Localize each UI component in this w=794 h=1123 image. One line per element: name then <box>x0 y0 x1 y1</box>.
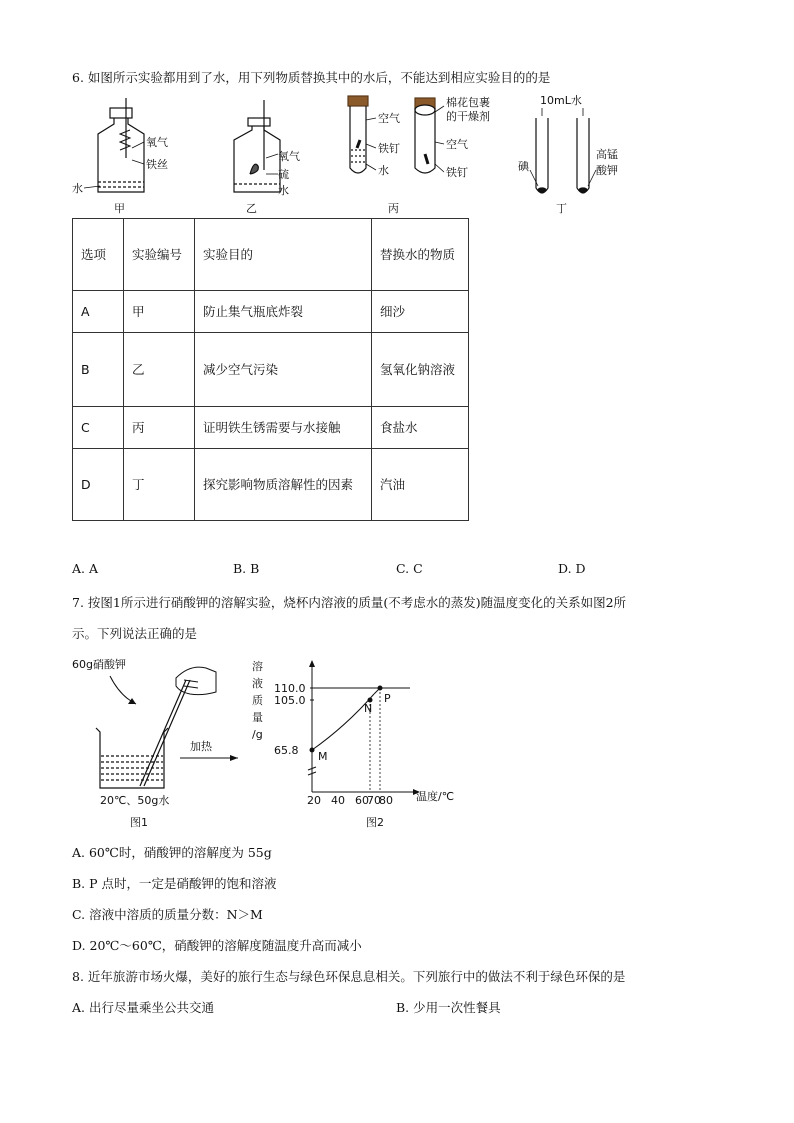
ding-top-label: 10mL水 <box>540 94 582 107</box>
table-row <box>73 333 469 407</box>
q7-fig1 <box>66 650 266 830</box>
header-cell: 实验编号 <box>124 219 195 291</box>
fig2-marks <box>274 682 410 807</box>
fig-bing <box>348 96 444 173</box>
fig2-caption: 图2 <box>366 816 384 829</box>
yi-caption: 乙 <box>246 202 257 215</box>
q7-fig2-chart <box>246 650 476 830</box>
q6-choice-a: A. A <box>72 561 99 576</box>
table-row <box>73 407 469 449</box>
table-cell: 丙 <box>124 407 195 449</box>
ding-km2-label: 酸钾 <box>596 164 618 177</box>
table-cell: 减少空气污染 <box>195 333 372 407</box>
table-cell: C <box>73 407 124 449</box>
bing-nail2-label: 铁钉 <box>446 166 468 179</box>
q7-option-a: A. 60℃时，硝酸钾的溶解度为 55g <box>72 845 272 860</box>
fig2-xtick-label: 80 <box>379 794 393 807</box>
fig2-point-label: M <box>318 750 328 763</box>
table-cell: 食盐水 <box>372 407 469 449</box>
fig2-ylabel-char: 液 <box>252 677 263 690</box>
table-row <box>73 291 469 333</box>
yi-o2-label: 氧气 <box>278 150 300 163</box>
q6-choice-c: C. C <box>396 561 423 576</box>
fig2-ytick-label: 65.8 <box>274 744 299 757</box>
q6-choice-b: B. B <box>233 561 260 576</box>
yi-water-label: 水 <box>278 184 289 197</box>
q6-choice-d: D. D <box>558 561 586 576</box>
fig2-ylabel <box>252 659 263 741</box>
fig1-caption: 图1 <box>130 816 148 829</box>
table-cell: 汽油 <box>372 449 469 521</box>
ding-iodine-label: 碘 <box>518 160 529 173</box>
ding-caption: 丁 <box>556 202 567 215</box>
fig2-xtick-label: 70 <box>367 794 381 807</box>
fig1-heat-label: 加热 <box>190 740 212 753</box>
fig2-ylabel-char: 溶 <box>252 660 263 673</box>
ding-km1-label: 高锰 <box>596 148 618 161</box>
fig2-ylabel-char: 量 <box>252 711 263 724</box>
table-cell: B <box>73 333 124 407</box>
bing-cotton1-label: 棉花包裹 <box>446 96 490 109</box>
jia-o2-label: 氧气 <box>146 136 168 149</box>
table-cell: D <box>73 449 124 521</box>
fig2-point <box>378 686 383 691</box>
fig2-xtick-label: 60 <box>355 794 369 807</box>
fig2-ytick-label: 105.0 <box>274 694 306 707</box>
fig1-cond-label: 20℃、50g水 <box>100 794 170 807</box>
q6-stem: 6. 如图所示实验都用到了水，用下列物质替换其中的水后，不能达到相应实验目的的是 <box>72 70 551 85</box>
fig2-xtick-label: 20 <box>307 794 321 807</box>
bing-cotton2-label: 的干燥剂 <box>446 110 490 123</box>
table-row <box>73 449 469 521</box>
bing-nail1-label: 铁钉 <box>378 142 400 155</box>
yi-s-label: 硫 <box>278 168 289 181</box>
fig-yi <box>234 100 280 192</box>
header-cell: 实验目的 <box>195 219 372 291</box>
q8-option-a: A. 出行尽量乘坐公共交通 <box>72 1000 214 1015</box>
header-cell: 选项 <box>73 219 124 291</box>
table-cell: 细沙 <box>372 291 469 333</box>
fig2-xlabel: 温度/℃ <box>416 790 455 803</box>
table-cell: 氢氧化钠溶液 <box>372 333 469 407</box>
fig2-ytick-label: 110.0 <box>274 682 306 695</box>
table-cell: 防止集气瓶底炸裂 <box>195 291 372 333</box>
q7-option-b: B. P 点时，一定是硝酸钾的饱和溶液 <box>72 876 277 891</box>
q7-option-c: C. 溶液中溶质的质量分数：N＞M <box>72 907 263 922</box>
bing-air1-label: 空气 <box>378 112 400 125</box>
table-cell: A <box>73 291 124 333</box>
fig-ding <box>530 108 596 193</box>
table-cell: 乙 <box>124 333 195 407</box>
fig2-ylabel-char: /g <box>252 728 263 741</box>
table-cell: 甲 <box>124 291 195 333</box>
q8-stem: 8. 近年旅游市场火爆，美好的旅行生态与绿色环保息息相关。下列旅行中的做法不利于绿色环保的是 <box>72 969 626 984</box>
fig1-beaker <box>96 680 190 788</box>
q7-option-d: D. 20℃～60℃，硝酸钾的溶解度随温度升高而减小 <box>72 938 362 953</box>
q7-stem-line1: 7. 按图1所示进行硝酸钾的溶解实验，烧杯内溶液的质量(不考虑水的蒸发)随温度变化的关系如图2所 <box>72 595 627 610</box>
jia-caption: 甲 <box>114 202 125 215</box>
fig2-point-label: P <box>384 692 391 705</box>
jia-water-label: 水 <box>72 182 83 195</box>
fig2-y-arrow <box>309 660 315 667</box>
table-cell: 探究影响物质溶解性的因素 <box>195 449 372 521</box>
q6-table <box>72 218 469 521</box>
fig2-xtick-label: 40 <box>331 794 345 807</box>
fig1-solute-label: 60g硝酸钾 <box>72 658 126 671</box>
fig-jia <box>84 98 144 192</box>
bing-caption: 丙 <box>388 202 399 215</box>
q8-option-b: B. 少用一次性餐具 <box>396 1000 501 1015</box>
q7-stem-line2: 示。下列说法正确的是 <box>72 626 198 641</box>
fig2-point <box>310 748 315 753</box>
bing-air2-label: 空气 <box>446 138 468 151</box>
table-cell: 证明铁生锈需要与水接触 <box>195 407 372 449</box>
q6-figures <box>60 90 620 215</box>
bing-water-label: 水 <box>378 164 389 177</box>
fig2-point-label: N <box>364 702 373 715</box>
fig2-ylabel-char: 质 <box>252 694 263 707</box>
header-cell: 替换水的物质 <box>372 219 469 291</box>
table-header-row <box>73 219 469 291</box>
jia-wire-label: 铁丝 <box>146 158 168 171</box>
table-cell: 丁 <box>124 449 195 521</box>
